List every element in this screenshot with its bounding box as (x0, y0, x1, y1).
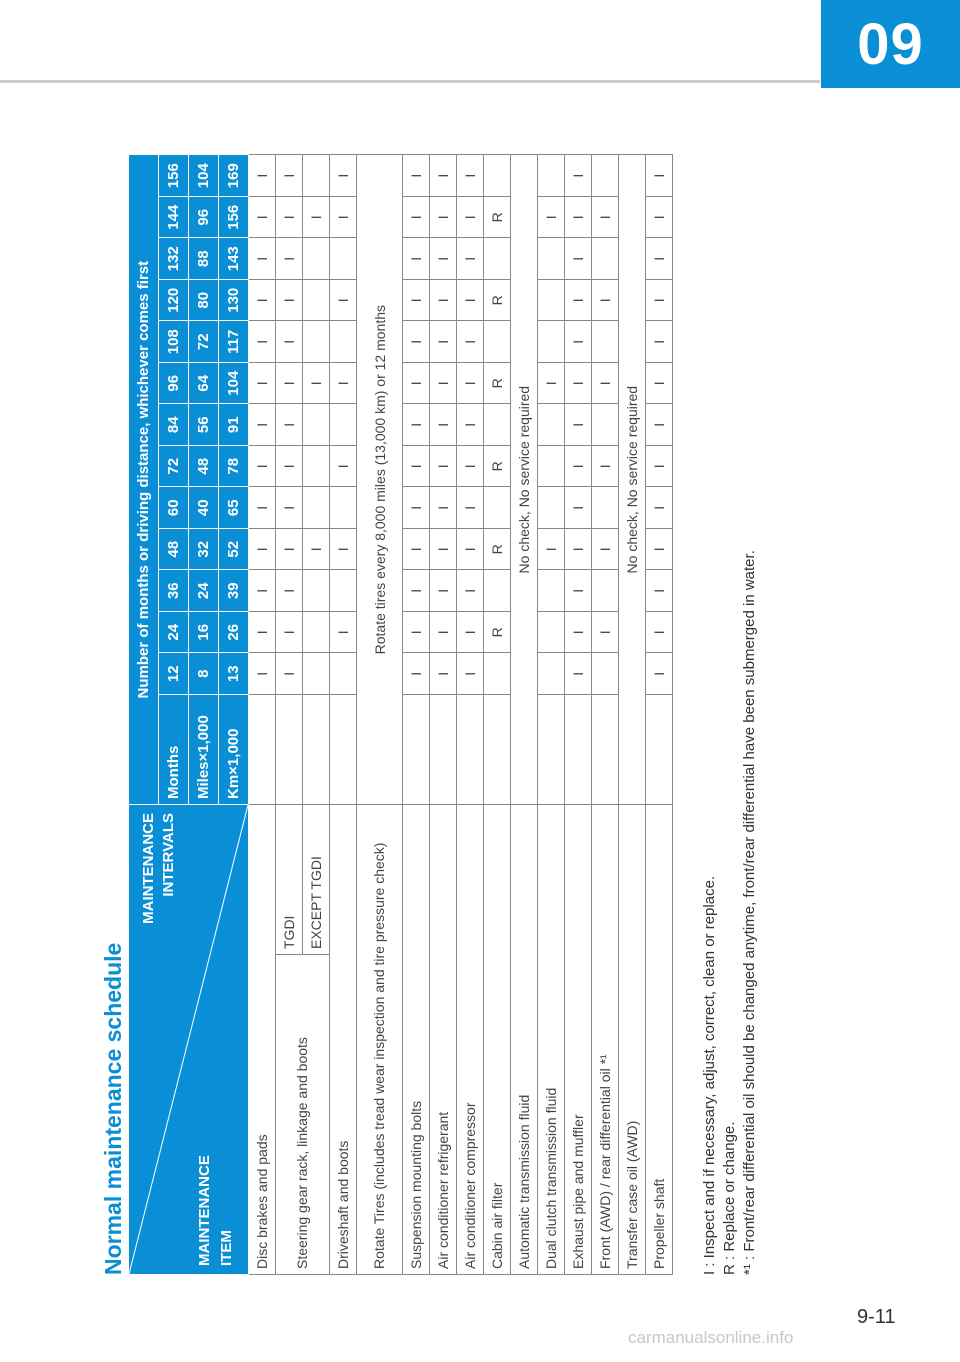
service-mark: I (646, 487, 673, 529)
km-row-value: 65 (219, 487, 249, 529)
service-mark: I (646, 404, 673, 446)
service-mark: I (403, 446, 430, 488)
service-mark: I (276, 612, 303, 654)
service-mark: I (565, 238, 592, 280)
service-mark: I (430, 446, 457, 488)
service-mark (303, 446, 330, 488)
table-row (646, 155, 673, 1275)
miles-row-value: 24 (189, 570, 219, 612)
row-spacer (430, 695, 457, 805)
service-mark (592, 404, 619, 446)
service-mark: I (249, 280, 276, 322)
table-row (565, 155, 592, 1275)
service-mark (484, 404, 511, 446)
service-mark: I (276, 653, 303, 695)
service-mark: I (457, 446, 484, 488)
row-item: Cabin air filter (484, 805, 511, 1275)
service-mark (538, 487, 565, 529)
service-mark: I (646, 363, 673, 405)
service-mark: R (484, 612, 511, 654)
service-mark: I (403, 197, 430, 239)
row-item: Rotate Tires (includes tread wear inspection and tire pressure check) (357, 805, 403, 1275)
km-row-value: 130 (219, 280, 249, 322)
service-mark: I (249, 570, 276, 612)
months-row-value: 108 (159, 321, 189, 363)
service-mark: I (457, 238, 484, 280)
service-mark: I (249, 404, 276, 446)
service-mark: I (276, 238, 303, 280)
table-row (276, 155, 303, 1275)
service-mark: R (484, 446, 511, 488)
service-mark (330, 404, 357, 446)
corner-intervals-line: MAINTENANCE (140, 813, 157, 924)
service-mark: I (430, 321, 457, 363)
service-mark (538, 155, 565, 197)
service-mark (303, 321, 330, 363)
service-mark (303, 487, 330, 529)
service-mark (592, 321, 619, 363)
row-subtype: TGDI (276, 805, 303, 955)
service-mark: I (276, 280, 303, 322)
service-mark: I (457, 321, 484, 363)
service-mark: I (565, 321, 592, 363)
miles-row-value: 32 (189, 529, 219, 571)
rotated-page-content (100, 155, 760, 1275)
service-mark (484, 155, 511, 197)
row-span-text: Rotate tires every 8,000 miles (13,000 km) or 12 months (357, 155, 403, 805)
service-mark: I (565, 487, 592, 529)
service-mark: I (276, 363, 303, 405)
service-mark: I (565, 570, 592, 612)
miles-row-value: 104 (189, 155, 219, 197)
miles-row-value: 96 (189, 197, 219, 239)
months-row-value: 48 (159, 529, 189, 571)
service-mark (538, 404, 565, 446)
service-mark (592, 570, 619, 612)
miles-row-value: 8 (189, 653, 219, 695)
km-row-value: 104 (219, 363, 249, 405)
service-mark: I (403, 155, 430, 197)
miles-row-value: 40 (189, 487, 219, 529)
miles-row-value: 80 (189, 280, 219, 322)
service-mark: R (484, 280, 511, 322)
row-item: Air conditioner compressor (457, 805, 484, 1275)
service-mark: I (430, 612, 457, 654)
service-mark: I (538, 363, 565, 405)
service-mark: I (430, 363, 457, 405)
service-mark: I (276, 197, 303, 239)
service-mark: I (457, 487, 484, 529)
km-row-value: 91 (219, 404, 249, 446)
service-mark: I (330, 612, 357, 654)
service-mark: I (592, 529, 619, 571)
months-row-value: 120 (159, 280, 189, 322)
service-mark: I (249, 529, 276, 571)
table-row (403, 155, 430, 1275)
service-mark: I (457, 570, 484, 612)
km-row-value: 156 (219, 197, 249, 239)
service-mark (330, 487, 357, 529)
header-corner-cell (129, 805, 249, 1275)
months-row-value: 132 (159, 238, 189, 280)
service-mark: I (592, 363, 619, 405)
service-mark: I (565, 529, 592, 571)
miles-row-label: Miles×1,000 (189, 695, 219, 805)
service-mark (303, 404, 330, 446)
service-mark: I (457, 529, 484, 571)
service-mark (484, 238, 511, 280)
service-mark: I (592, 197, 619, 239)
service-mark: R (484, 197, 511, 239)
months-row-value: 60 (159, 487, 189, 529)
service-mark: I (249, 197, 276, 239)
service-mark: I (457, 612, 484, 654)
months-row-value: 144 (159, 197, 189, 239)
table-row (249, 155, 276, 1275)
service-mark: I (646, 238, 673, 280)
service-mark: I (646, 197, 673, 239)
table-row (511, 155, 538, 1275)
row-spacer (592, 695, 619, 805)
service-mark: I (538, 197, 565, 239)
legend (700, 155, 760, 1275)
service-mark: I (249, 653, 276, 695)
table-row (592, 155, 619, 1275)
months-row-value: 12 (159, 653, 189, 695)
service-mark: I (330, 363, 357, 405)
service-mark: I (592, 446, 619, 488)
row-spacer (646, 695, 673, 805)
months-row-value: 84 (159, 404, 189, 446)
row-spacer (249, 695, 276, 805)
service-mark: I (249, 363, 276, 405)
service-mark: I (430, 570, 457, 612)
service-mark: I (538, 529, 565, 571)
service-mark (303, 612, 330, 654)
service-mark: I (403, 612, 430, 654)
miles-row-value: 16 (189, 612, 219, 654)
miles-row-value: 88 (189, 238, 219, 280)
table-row (457, 155, 484, 1275)
service-mark: I (403, 321, 430, 363)
service-mark: I (276, 446, 303, 488)
service-mark: I (430, 280, 457, 322)
row-spacer (303, 695, 330, 805)
months-row-value: 96 (159, 363, 189, 405)
service-mark: I (249, 446, 276, 488)
service-mark (484, 321, 511, 363)
row-span-text: No check, No service required (619, 155, 646, 805)
row-item: Air conditioner refrigerant (430, 805, 457, 1275)
service-mark: I (457, 197, 484, 239)
service-mark (303, 570, 330, 612)
service-mark: I (403, 363, 430, 405)
service-mark (330, 570, 357, 612)
row-item: Driveshaft and boots (330, 805, 357, 1275)
service-mark: I (430, 197, 457, 239)
section-title: Normal maintenance schedule (100, 942, 126, 1275)
km-row-value: 39 (219, 570, 249, 612)
service-mark: I (646, 280, 673, 322)
service-mark: I (565, 446, 592, 488)
table-row (357, 155, 403, 1275)
service-mark: I (592, 612, 619, 654)
service-mark (303, 653, 330, 695)
row-item: Transfer case oil (AWD) (619, 805, 646, 1275)
service-mark (330, 238, 357, 280)
service-mark: I (403, 570, 430, 612)
service-mark (538, 238, 565, 280)
miles-row-value: 64 (189, 363, 219, 405)
service-mark: I (403, 653, 430, 695)
service-mark (303, 238, 330, 280)
service-mark: I (565, 280, 592, 322)
watermark: carmanualsonline.info (628, 1328, 794, 1347)
service-mark: I (565, 363, 592, 405)
service-mark (538, 612, 565, 654)
km-row-value: 117 (219, 321, 249, 363)
service-mark (484, 653, 511, 695)
service-mark: I (303, 529, 330, 571)
service-mark: I (430, 155, 457, 197)
service-mark: I (330, 446, 357, 488)
service-mark: I (403, 280, 430, 322)
service-mark: I (403, 238, 430, 280)
service-mark: I (430, 653, 457, 695)
corner-intervals-line: INTERVALS (160, 813, 177, 897)
service-mark: I (457, 363, 484, 405)
service-mark: I (430, 238, 457, 280)
legend-replace: R : Replace or change. (721, 1121, 738, 1275)
service-mark (538, 280, 565, 322)
service-mark (303, 280, 330, 322)
row-spacer (565, 695, 592, 805)
service-mark: I (646, 321, 673, 363)
table-row (538, 155, 565, 1275)
service-mark: I (592, 280, 619, 322)
corner-intervals-label (139, 813, 179, 924)
km-row-value: 169 (219, 155, 249, 197)
service-mark (538, 446, 565, 488)
service-mark: I (330, 529, 357, 571)
service-mark: I (276, 321, 303, 363)
service-mark: I (457, 653, 484, 695)
service-mark: I (565, 612, 592, 654)
row-item: Propeller shaft (646, 805, 673, 1275)
service-mark: I (276, 529, 303, 571)
service-mark: R (484, 529, 511, 571)
row-item: Suspension mounting bolts (403, 805, 430, 1275)
service-mark (330, 321, 357, 363)
service-mark: I (249, 238, 276, 280)
service-mark: I (430, 529, 457, 571)
service-mark: I (646, 155, 673, 197)
row-item: Front (AWD) / rear differential oil *¹ (592, 805, 619, 1275)
service-mark: I (646, 653, 673, 695)
months-row-value: 24 (159, 612, 189, 654)
service-mark (484, 487, 511, 529)
months-row-value: 72 (159, 446, 189, 488)
miles-row-value: 48 (189, 446, 219, 488)
corner-item-line: ITEM (218, 1230, 235, 1266)
legend-inspect: I : Inspect and if necessary, adjust, correct, clean or replace. (701, 875, 718, 1275)
row-spacer (276, 695, 303, 805)
service-mark: I (565, 155, 592, 197)
row-spacer (457, 695, 484, 805)
miles-row-value: 56 (189, 404, 219, 446)
service-mark (484, 570, 511, 612)
row-spacer (403, 695, 430, 805)
service-mark: I (303, 363, 330, 405)
service-mark: I (646, 446, 673, 488)
table-row (619, 155, 646, 1275)
service-mark: I (430, 404, 457, 446)
service-mark: I (330, 155, 357, 197)
km-row-value: 52 (219, 529, 249, 571)
table-row (330, 155, 357, 1275)
service-mark (592, 238, 619, 280)
service-mark: I (249, 487, 276, 529)
service-mark: R (484, 363, 511, 405)
km-row-value: 13 (219, 653, 249, 695)
page-number: 9-11 (857, 1306, 896, 1328)
interval-title: Number of months or driving distance, whichever comes first (129, 155, 159, 805)
service-mark (538, 321, 565, 363)
service-mark: I (646, 570, 673, 612)
service-mark: I (457, 404, 484, 446)
miles-row-value: 72 (189, 321, 219, 363)
row-span-text: No check, No service required (511, 155, 538, 805)
service-mark (592, 653, 619, 695)
row-item: Automatic transmission fluid (511, 805, 538, 1275)
service-mark: I (330, 197, 357, 239)
row-subtype: EXCEPT TGDI (303, 805, 330, 955)
months-row-value: 36 (159, 570, 189, 612)
km-row-label: Km×1,000 (219, 695, 249, 805)
service-mark (538, 653, 565, 695)
km-row-value: 143 (219, 238, 249, 280)
service-mark: I (276, 570, 303, 612)
months-row-label: Months (159, 695, 189, 805)
service-mark: I (249, 321, 276, 363)
row-item: Exhaust pipe and muffler (565, 805, 592, 1275)
service-mark: I (430, 487, 457, 529)
table-row (484, 155, 511, 1275)
service-mark: I (403, 404, 430, 446)
months-row-value: 156 (159, 155, 189, 197)
chapter-tab: 09 (821, 0, 960, 88)
service-mark: I (565, 404, 592, 446)
service-mark: I (565, 653, 592, 695)
corner-item-line: MAINTENANCE (196, 1155, 213, 1266)
service-mark: I (249, 155, 276, 197)
row-item: Disc brakes and pads (249, 805, 276, 1275)
legend-footnote: *¹ : Front/rear differential oil should be changed anytime, front/rear differential have been submerged in water. (741, 550, 758, 1275)
row-item: Steering gear rack, linkage and boots (276, 955, 330, 1275)
service-mark (592, 487, 619, 529)
service-mark: I (276, 487, 303, 529)
service-mark: I (330, 280, 357, 322)
row-spacer (330, 695, 357, 805)
service-mark: I (403, 529, 430, 571)
row-spacer (484, 695, 511, 805)
service-mark: I (276, 404, 303, 446)
km-row-value: 26 (219, 612, 249, 654)
service-mark: I (565, 197, 592, 239)
service-mark: I (276, 155, 303, 197)
service-mark (330, 653, 357, 695)
service-mark: I (403, 487, 430, 529)
header-rule (0, 80, 820, 83)
service-mark: I (457, 280, 484, 322)
service-mark: I (249, 612, 276, 654)
maintenance-schedule-table (128, 154, 673, 1275)
service-mark (538, 570, 565, 612)
service-mark: I (646, 529, 673, 571)
corner-item-label (194, 1155, 238, 1266)
table-row (430, 155, 457, 1275)
km-row-value: 78 (219, 446, 249, 488)
service-mark (303, 155, 330, 197)
service-mark: I (303, 197, 330, 239)
service-mark (592, 155, 619, 197)
row-spacer (538, 695, 565, 805)
service-mark: I (646, 612, 673, 654)
row-item: Dual clutch transmission fluid (538, 805, 565, 1275)
service-mark: I (457, 155, 484, 197)
